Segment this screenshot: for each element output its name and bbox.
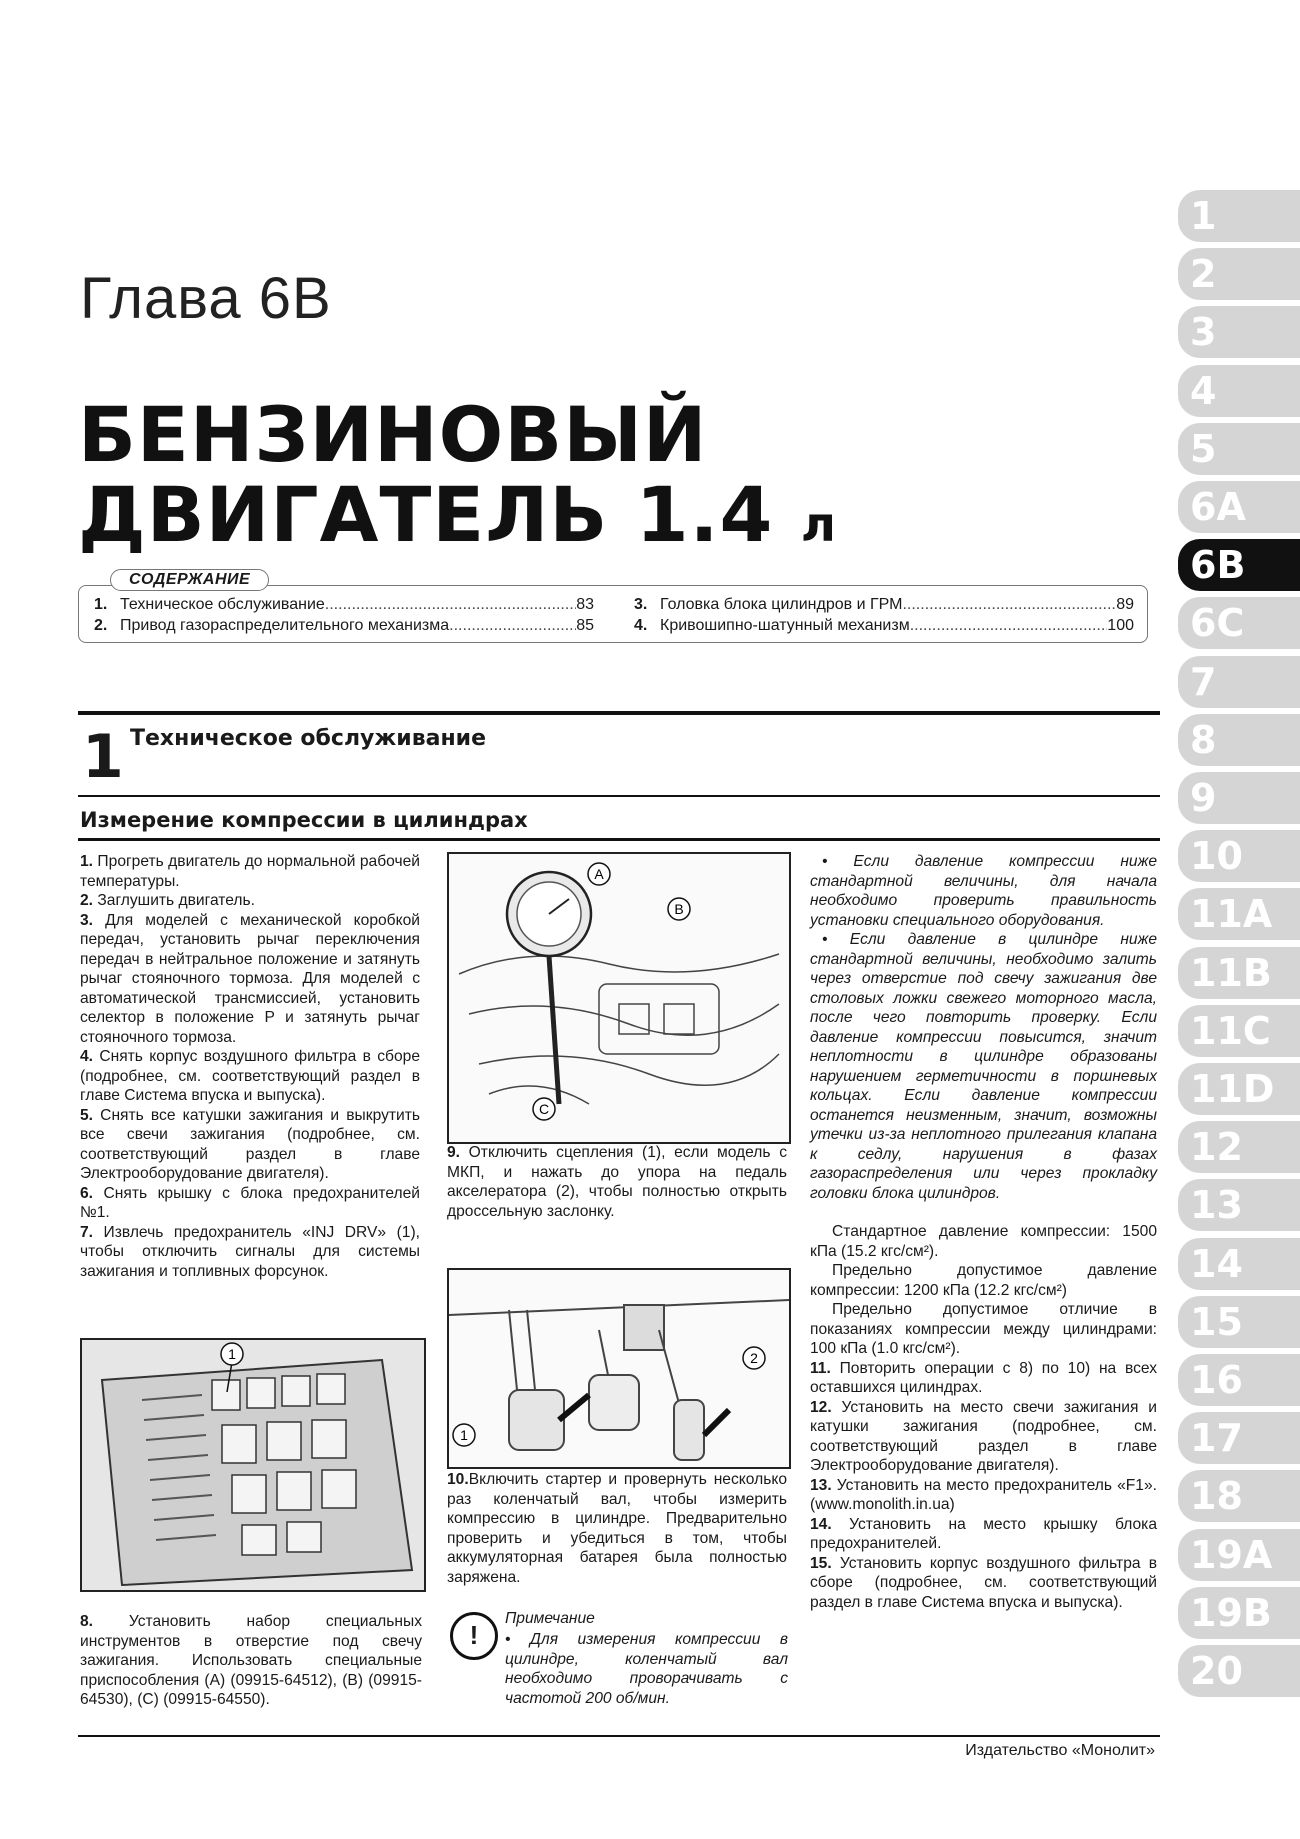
caption-step10 (447, 1470, 787, 1587)
toc-item-num: 1. (94, 596, 108, 613)
chapter-title-line2-wrap (78, 470, 958, 565)
section-number: 1 (82, 722, 124, 792)
fuse-box-figure (80, 1338, 426, 1592)
column-left (80, 852, 420, 1281)
step-number: 4. (80, 1048, 94, 1065)
step-number: 14. (810, 1515, 832, 1533)
chapter-tab[interactable]: 17 (1178, 1412, 1300, 1464)
section-rule-bottom (78, 795, 1160, 797)
chapter-label: Глава 6В (80, 266, 332, 331)
column-right (810, 852, 1157, 1612)
toc-item-num: 4. (634, 617, 648, 634)
step-number: 13. (810, 1476, 832, 1494)
chapter-tab[interactable]: 19B (1178, 1587, 1300, 1639)
step-paragraph (80, 1223, 420, 1282)
chapter-tab[interactable]: 11D (1178, 1063, 1300, 1115)
pedals-illustration (449, 1270, 789, 1467)
step-text: Извлечь предохранитель «INJ DRV» (1), чтобы отключить сигналы для системы зажигания и топливных форсунок. (80, 1223, 420, 1280)
step-text: Включить стартер и провернуть несколько раз коленчатый вал, чтобы измерить компрессию в цилиндре. Предварительно проверить и убедиться в том, чтобы аккумуляторная батарея была полностью заряжена. (447, 1471, 787, 1586)
step-text: Установить корпус воздушного фильтра в сборе (подробнее, см. соответствующий раздел в главе Система впуска и выпуска). (810, 1554, 1157, 1611)
step-paragraph (80, 891, 420, 911)
step-text: Снять крышку с блока предохранителей №1. (80, 1184, 420, 1221)
chapter-title-unit: л (800, 497, 837, 553)
chapter-tab[interactable]: 15 (1178, 1296, 1300, 1348)
pedal-label-2: 2 (750, 1350, 758, 1366)
step-number: 1. (80, 853, 94, 870)
footer-rule (78, 1735, 1160, 1737)
chapter-tab[interactable]: 1 (1178, 190, 1300, 242)
chapter-tab[interactable]: 6B (1178, 539, 1300, 591)
toc-item[interactable] (94, 596, 594, 614)
step-text: Установить на место крышку блока предохранителей. (810, 1515, 1157, 1552)
subsection-title: Измерение компрессии в цилиндрах (80, 808, 528, 832)
step-paragraph (810, 1359, 1157, 1398)
chapter-tab[interactable]: 20 (1178, 1645, 1300, 1697)
chapter-tab[interactable]: 18 (1178, 1470, 1300, 1522)
toc-item-page: 83 (576, 596, 594, 613)
chapter-tab[interactable]: 10 (1178, 830, 1300, 882)
step-text: Установить на место предохранитель «F1». (www.monolith.in.ua) (810, 1476, 1157, 1513)
chapter-tab[interactable]: 12 (1178, 1121, 1300, 1173)
step-text: Для моделей с механической коробкой передач, установить рычаг переключения передач в нейтральное положение и затянуть рычаг стояночного тормоза. Для моделей с автоматической трансмиссией, установить селектор в положение P и затянуть рычаг стояночного тормоза. (80, 911, 420, 1046)
toc-dots (902, 596, 1116, 614)
toc-item[interactable] (94, 617, 594, 635)
step-text: Отключить сцепления (1), если модель с МКП, и нажать до упора на педаль акселератора (2), чтобы полностью открыть дроссельную заслонку. (447, 1144, 787, 1220)
chapter-tab[interactable]: 16 (1178, 1354, 1300, 1406)
chapter-tab[interactable]: 9 (1178, 772, 1300, 824)
toc-item-num: 3. (634, 596, 648, 613)
note-heading: Примечание (505, 1610, 595, 1627)
toc-item[interactable] (634, 596, 1134, 614)
step-number: 15. (810, 1554, 832, 1572)
step-paragraph (80, 1047, 420, 1106)
chapter-tab[interactable]: 3 (1178, 306, 1300, 358)
bullet-paragraph: • Если давление в цилиндре ниже стандартной величины, необходимо залить через отверстие под свечу зажигания две столовых ложки свежего моторного масла, после чего повторить проверку. Если давление компрессии повысится, значит неплотности в цилиндре образованы нарушением герметичности в поршневых кольцах. Если давление компрессии останется неизменным, значит, возможны утечки из-за неплотного прилегания клапана к седлу, нарушения в фазах газораспределения или через прокладку головки блока цилиндров. (810, 931, 1157, 1202)
step-number: 6. (80, 1184, 94, 1202)
chapter-tab[interactable]: 13 (1178, 1179, 1300, 1231)
step-paragraph (810, 1398, 1157, 1476)
chapter-tab[interactable]: 11B (1178, 947, 1300, 999)
subsection-rule (78, 838, 1160, 841)
toc-item-label: Головка блока цилиндров и ГРМ (660, 596, 903, 613)
step-number: 3. (80, 911, 94, 929)
engine-figure (447, 852, 791, 1144)
step-text: Снять все катушки зажигания и выкрутить все свечи зажигания (подробнее, см. соответствующий раздел в главе Электрооборудование двигателя). (80, 1106, 420, 1182)
section-rule-top (78, 711, 1160, 715)
chapter-tab[interactable]: 19A (1178, 1529, 1300, 1581)
toc-item-page: 85 (576, 617, 594, 634)
toc-item-num: 2. (94, 617, 108, 634)
chapter-tab[interactable]: 2 (1178, 248, 1300, 300)
step-paragraph (810, 1476, 1157, 1515)
caption-step9 (447, 1143, 787, 1221)
step-paragraph (810, 1515, 1157, 1554)
chapter-tab[interactable]: 4 (1178, 365, 1300, 417)
toc-item-label: Кривошипно-шатунный механизм (660, 617, 910, 634)
footer-publisher: Издательство «Монолит» (965, 1742, 1155, 1759)
step-paragraph (80, 852, 420, 891)
step-number: 8. (80, 1613, 94, 1630)
toc-item-page: 89 (1116, 596, 1134, 613)
pedal-label-1: 1 (460, 1427, 468, 1443)
chapter-tab[interactable]: 14 (1178, 1238, 1300, 1290)
chapter-title-line2: ДВИГАТЕЛЬ 1.4 (78, 470, 774, 559)
fuse-label-1: 1 (228, 1346, 236, 1362)
step-text: Установить набор специальных инструментов в отверстие под свечу зажигания. Использовать специальные приспособления (A) (09915-64512), (B) (09915-64530), (C) (09915-64550). (80, 1613, 422, 1708)
toc-item-label: Техническое обслуживание (120, 596, 325, 613)
chapter-title (78, 390, 958, 565)
step-number: 11. (810, 1359, 831, 1377)
step-text: Прогреть двигатель до нормальной рабочей температуры. (80, 853, 420, 890)
step-paragraph (80, 1184, 420, 1223)
chapter-tab[interactable]: 8 (1178, 714, 1300, 766)
engine-label-c: C (538, 1101, 550, 1117)
step-number: 10. (447, 1471, 469, 1488)
pedals-figure (447, 1268, 791, 1469)
note-text: • Для измерения компрессии в цилиндре, коленчатый вал необходимо проворачивать с частотой 200 об/мин. (505, 1631, 788, 1707)
toc-item-label: Привод газораспределительного механизма (120, 617, 450, 634)
engine-label-a: A (594, 866, 604, 882)
step-number: 5. (80, 1106, 94, 1124)
chapter-tab[interactable]: 5 (1178, 423, 1300, 475)
chapter-tab[interactable]: 11C (1178, 1005, 1300, 1057)
step-number: 7. (80, 1223, 94, 1241)
toc-heading: СОДЕРЖАНИЕ (110, 569, 269, 591)
step-number: 12. (810, 1398, 832, 1416)
step-text: Заглушить двигатель. (93, 892, 255, 909)
toc-dots (910, 617, 1108, 635)
step-paragraph (810, 1554, 1157, 1613)
step-paragraph (80, 911, 420, 1048)
caption-step8 (80, 1612, 422, 1710)
chapter-tab[interactable]: 11A (1178, 888, 1300, 940)
chapter-title-line1: БЕНЗИНОВЫЙ (78, 390, 708, 479)
step-text: Установить на место свечи зажигания и катушки зажигания (подробнее, см. соответствующий раздел в главе Электрооборудование двигателя). (810, 1398, 1157, 1474)
toc-dots (325, 596, 576, 614)
step-number: 2. (80, 892, 94, 909)
toc-item-page: 100 (1107, 617, 1134, 634)
step-number: 9. (447, 1144, 461, 1161)
spec-paragraph: Предельно допустимое давление компрессии: 1200 кПа (12.2 кгс/см²) (810, 1262, 1157, 1299)
step-text: Повторить операции с 8) по 10) на всех оставшихся цилиндрах. (810, 1359, 1157, 1396)
spec-paragraph: Предельно допустимое отличие в показаниях компрессии между цилиндрами: 100 кПа (1.0 кгс/см²). (810, 1301, 1157, 1357)
chapter-tab[interactable]: 6C (1178, 597, 1300, 649)
bullet-paragraph: • Если давление компрессии ниже стандартной величины, для начала необходимо проверить правильность установки специального оборудования. (810, 853, 1157, 929)
step-text: Снять корпус воздушного фильтра в сборе (подробнее, см. соответствующий раздел в главе Система впуска и выпуска). (80, 1048, 420, 1104)
chapter-tab[interactable]: 7 (1178, 656, 1300, 708)
step-paragraph (80, 1106, 420, 1184)
section-title: Техническое обслуживание (130, 726, 487, 751)
engine-illustration (449, 854, 789, 1142)
toc-dots (449, 617, 576, 635)
engine-label-b: B (674, 901, 684, 917)
fuse-box-illustration (82, 1340, 424, 1590)
chapter-tab[interactable]: 6A (1178, 481, 1300, 533)
toc-item[interactable] (634, 617, 1134, 635)
spec-paragraph: Стандартное давление компрессии: 1500 кПа (15.2 кгс/см²). (810, 1223, 1157, 1260)
lightbulb-icon: ! (450, 1612, 498, 1660)
